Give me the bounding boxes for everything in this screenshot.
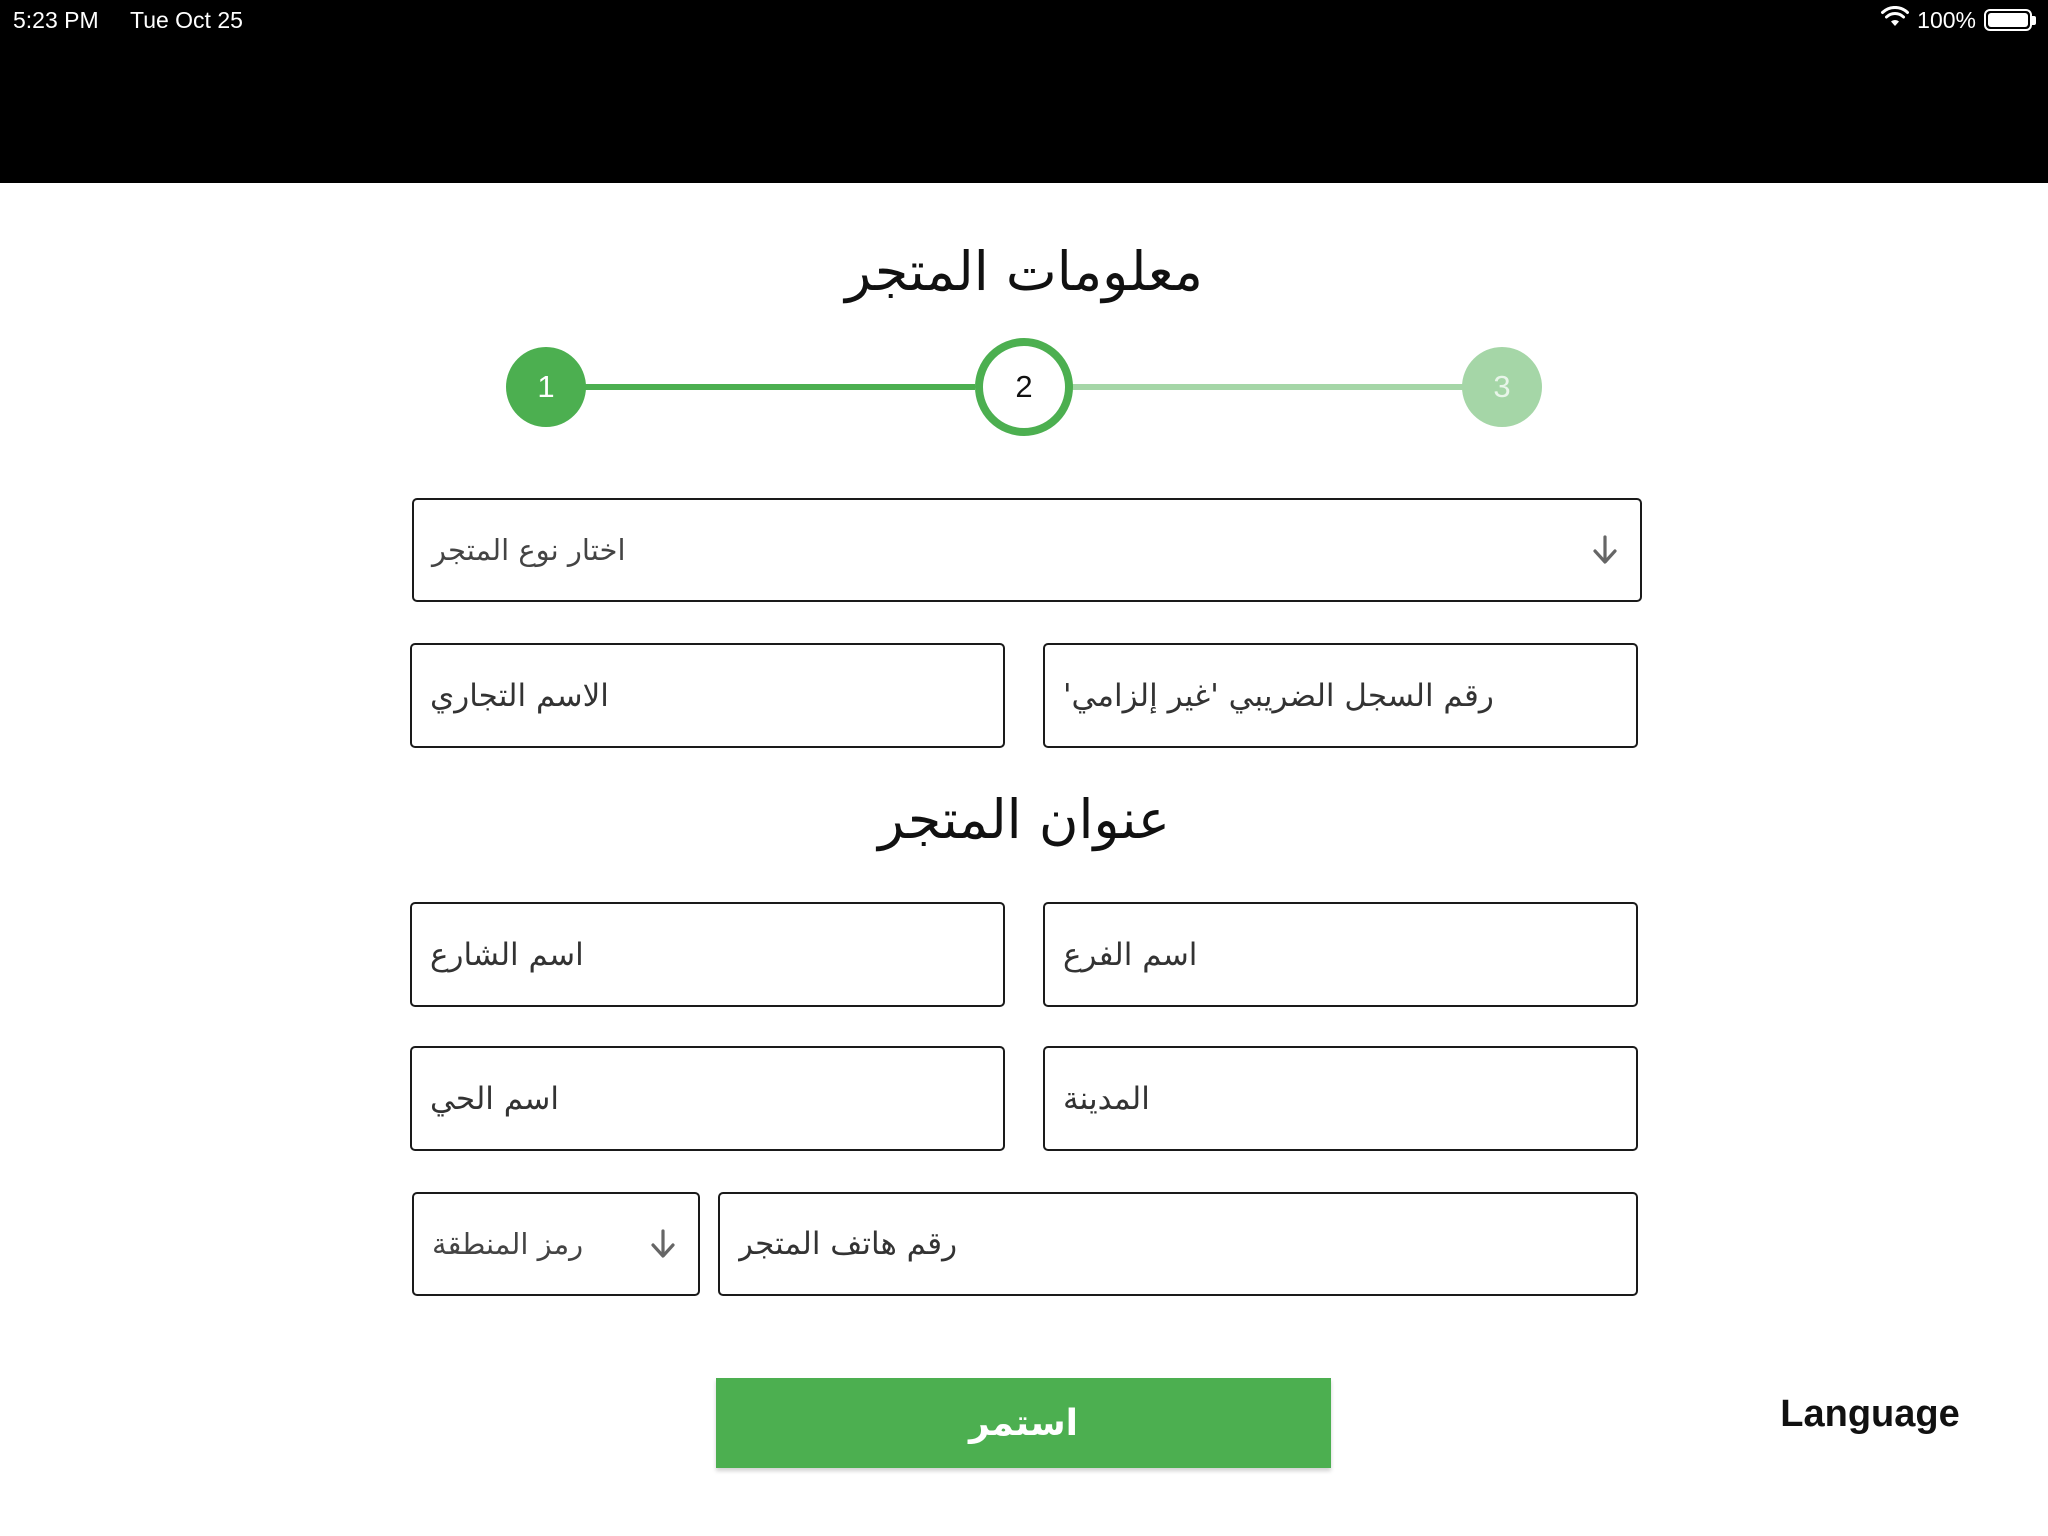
- trade-name-input[interactable]: [430, 645, 985, 746]
- branch-name-field[interactable]: [1043, 902, 1638, 1007]
- language-link[interactable]: Language: [1780, 1393, 1960, 1435]
- area-code-select[interactable]: [412, 1192, 700, 1296]
- store-phone-input[interactable]: [738, 1194, 1618, 1294]
- district-name-field[interactable]: [410, 1046, 1005, 1151]
- stepper-line-complete: [585, 384, 975, 390]
- trade-name-field[interactable]: [410, 643, 1005, 748]
- wifi-icon: [1881, 6, 1909, 34]
- status-bar: [0, 0, 2048, 183]
- status-time: 5:23 PM: [13, 7, 99, 33]
- district-name-input[interactable]: [430, 1048, 985, 1149]
- stepper-line-upcoming: [1070, 384, 1470, 390]
- step-3-label: 3: [1493, 369, 1511, 404]
- step-2-indicator: [975, 338, 1073, 436]
- tax-number-input[interactable]: [1063, 645, 1618, 746]
- step-2-label: 2: [1015, 369, 1033, 404]
- street-name-input[interactable]: [430, 904, 985, 1005]
- arrow-down-icon: [1588, 533, 1622, 567]
- page-title: معلومات المتجر: [845, 240, 1203, 303]
- step-1-label: 1: [537, 369, 555, 404]
- city-field[interactable]: [1043, 1046, 1638, 1151]
- status-indicators: [1881, 5, 2036, 35]
- store-type-select[interactable]: [412, 498, 1642, 602]
- store-type-label: اختار نوع المتجر: [432, 533, 626, 567]
- continue-button[interactable]: استمر: [716, 1378, 1331, 1468]
- step-1-indicator: [506, 347, 586, 427]
- status-date: Tue Oct 25: [130, 7, 243, 33]
- battery-icon: [1984, 9, 2036, 31]
- branch-name-input[interactable]: [1063, 904, 1618, 1005]
- area-code-label: رمز المنطقة: [432, 1227, 584, 1261]
- address-title: عنوان المتجر: [878, 788, 1170, 851]
- battery-percent: 100%: [1917, 6, 1976, 33]
- arrow-down-icon: [646, 1227, 680, 1261]
- tax-number-field[interactable]: [1043, 643, 1638, 748]
- street-name-field[interactable]: [410, 902, 1005, 1007]
- step-3-indicator: [1462, 347, 1542, 427]
- city-input[interactable]: [1063, 1048, 1618, 1149]
- store-phone-field[interactable]: [718, 1192, 1638, 1296]
